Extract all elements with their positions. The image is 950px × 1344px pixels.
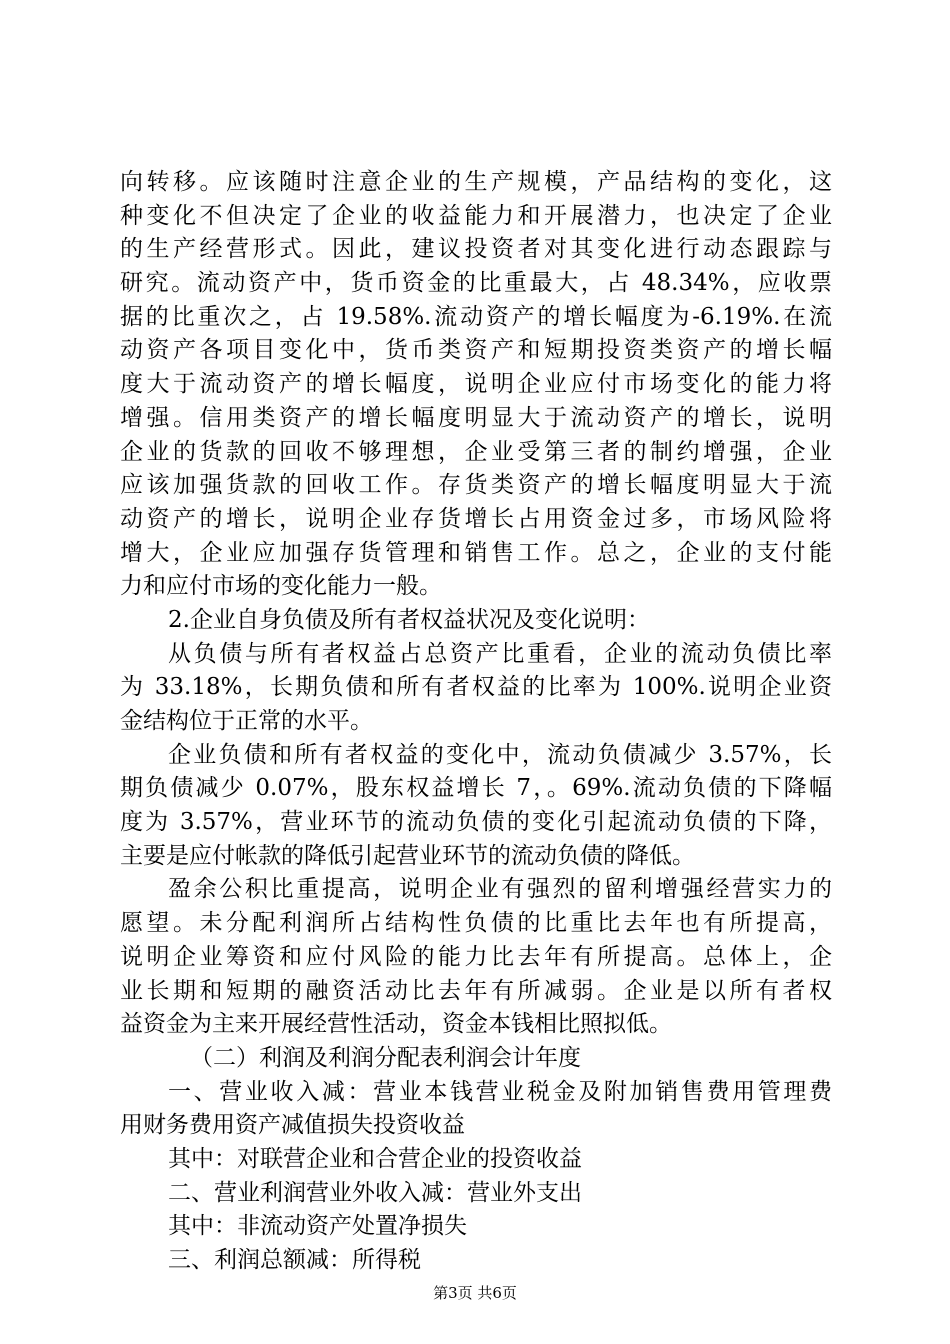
text-line: 动资产的增长，说明企业存货增长占用资金过多，市场风险将 (120, 505, 832, 532)
text-line: 用财务费用资产减值损失投资收益 (120, 1112, 465, 1139)
text-line: 力和应付市场的变化能力一般。 (120, 573, 442, 600)
text-line: 增强。信用类资产的增长幅度明显大于流动资产的增长，说明 (120, 404, 832, 431)
text-line: 期负债减少 0.07%，股东权益增长 7，。69%.流动负债的下降幅 (120, 775, 832, 802)
text-line: 二、营业利润营业外收入减：营业外支出 (168, 1179, 582, 1206)
text-line: 业长期和短期的融资活动比去年有所减弱。企业是以所有者权 (120, 977, 832, 1004)
text-line: 说明企业筹资和应付风险的能力比去年有所提高。总体上，企 (120, 943, 832, 970)
text-line: 其中：非流动资产处置净损失 (168, 1213, 467, 1240)
text-line: 据的比重次之，占 19.58%.流动资产的增长幅度为-6.19%.在流 (120, 303, 832, 330)
text-line: 增大，企业应加强存货管理和销售工作。总之，企业的支付能 (120, 539, 832, 566)
section-heading: （二）利润及利润分配表利润会计年度 (190, 1044, 581, 1071)
text-line: 研究。流动资产中，货币资金的比重最大，占 48.34%，应收票 (120, 270, 832, 297)
text-line: 种变化不但决定了企业的收益能力和开展潜力，也决定了企业 (120, 202, 832, 229)
text-line: 度为 3.57%，营业环节的流动负债的变化引起流动负债的下降， (120, 809, 832, 836)
text-line: 主要是应付帐款的降低引起营业环节的流动负债的降低。 (120, 842, 695, 869)
text-line: 应该加强货款的回收工作。存货类资产的增长幅度明显大于流 (120, 472, 832, 499)
text-line: 动资产各项目变化中，货币类资产和短期投资类资产的增长幅 (120, 337, 832, 364)
text-line: 盈余公积比重提高，说明企业有强烈的留利增强经营实力的 (168, 876, 832, 903)
section-heading: 2.企业自身负债及所有者权益状况及变化说明： (168, 606, 650, 633)
text-line: 从负债与所有者权益占总资产比重看，企业的流动负债比率 (168, 640, 832, 667)
text-line: 的生产经营形式。因此，建议投资者对其变化进行动态跟踪与 (120, 236, 832, 263)
text-line: 愿望。未分配利润所占结构性负债的比重比去年也有所提高， (120, 910, 832, 937)
text-line: 一、营业收入减：营业本钱营业税金及附加销售费用管理费 (168, 1078, 832, 1105)
text-line: 其中：对联营企业和合营企业的投资收益 (168, 1145, 582, 1172)
text-line: 企业的货款的回收不够理想，企业受第三者的制约增强，企业 (120, 438, 832, 465)
text-line: 金结构位于正常的水平。 (120, 708, 373, 734)
text-line: 企业负债和所有者权益的变化中，流动负债减少 3.57%，长 (168, 741, 832, 768)
document-body (120, 166, 832, 1278)
text-line: 向转移。应该随时注意企业的生产规模，产品结构的变化，这 (120, 169, 832, 195)
text-line: 益资金为主来开展经营性活动，资金本钱相比照拟低。 (120, 1011, 672, 1038)
page-number: 第3页 共6页 (433, 1284, 517, 1302)
text-line: 三、利润总额减：所得税 (168, 1247, 421, 1273)
text-line: 为 33.18%，长期负债和所有者权益的比率为 100%.说明企业资 (120, 674, 832, 701)
text-line: 度大于流动资产的增长幅度，说明企业应付市场变化的能力将 (120, 371, 832, 398)
